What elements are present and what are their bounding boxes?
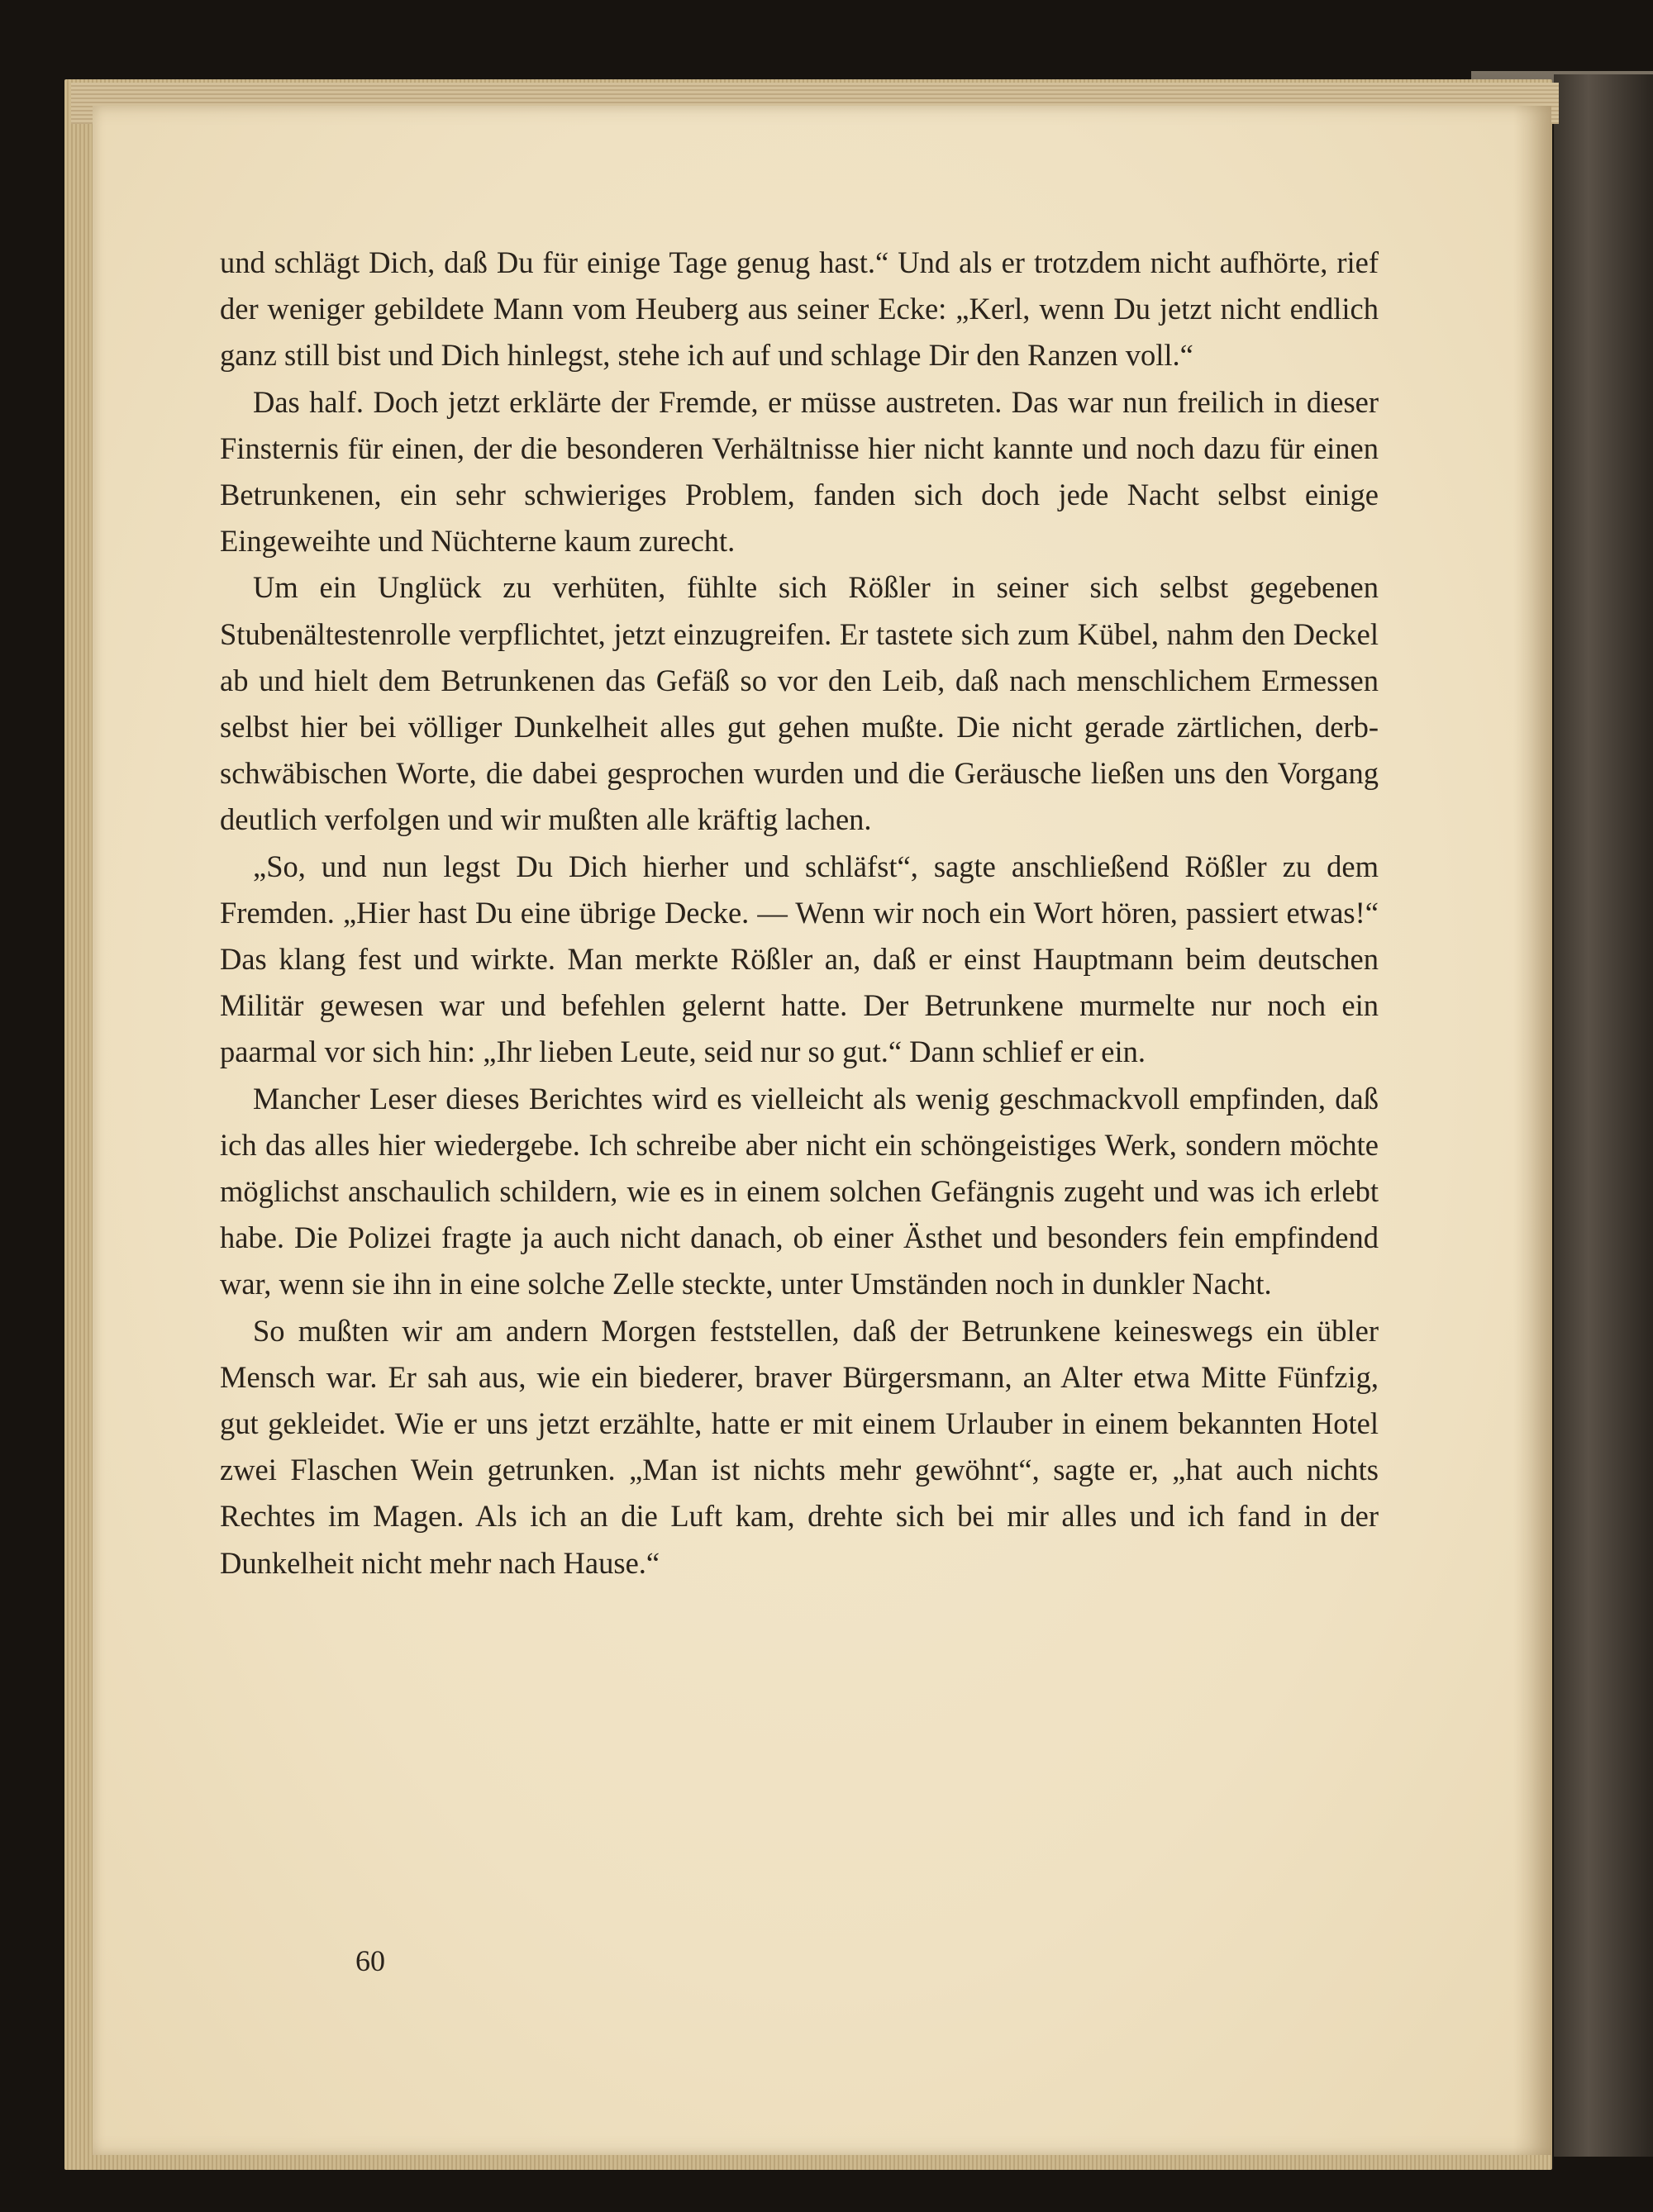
page-number: 60 bbox=[355, 1944, 385, 1977]
paragraph-3: Um ein Unglück zu verhüten, fühlte sich Rößler in seiner sich selbst gegebenen Stubenältestenrolle verpflichtet, jetzt einzugreifen. Er tastete sich zum Kübel, nahm den Deckel ab und hielt dem Betrunkenen das Gefäß so vor den Leib, daß nach menschlichem Ermessen selbst hier bei völliger Dunkelheit alles gut gehen mußte. Die nicht gerade zärtlichen, derb-schwäbischen Worte, die dabei gesprochen wurden und die Geräusche ließen uns den Vorgang deutlich verfolgen und wir mußten alle kräftig lachen. bbox=[220, 570, 1379, 837]
paragraph-4: „So, und nun legst Du Dich hierher und schläfst“, sagte anschließend Rößler zu dem Fremden. „Hier hast Du eine übrige Decke. — Wenn wir noch ein Wort hören, passiert etwas!“ Das klang fest und wirkte. Man merkte Rößler an, daß er einst Hauptmann beim deutschen Militär gewesen war und befehlen gelernt hatte. Der Betrunkene murmelte nur noch ein paarmal vor sich hin: „Ihr lieben Leute, seid nur so gut.“ Dann schlief er ein. bbox=[220, 849, 1379, 1069]
paragraph-2: Das half. Doch jetzt erklärte der Fremde, er müsse austreten. Das war nun freilich in dieser Finsternis für einen, der die besonderen Verhältnisse hier nicht kannte und noch dazu für einen Betrunkenen, ein sehr schwieriges Problem, fanden sich doch jede Nacht selbst einige Eingeweihte und Nüchterne kaum zurecht. bbox=[220, 384, 1379, 559]
paragraph-5: Mancher Leser dieses Berichtes wird es vielleicht als wenig geschmackvoll empfinden, daß ich das alles hier wiedergebe. Ich schreibe aber nicht ein schöngeistiges Werk, sondern möchte möglichst anschaulich schildern, wie es in einem solchen Gefängnis zugeht und was ich erlebt habe. Die Polizei fragte ja auch nicht danach, ob einer Ästhet und besonders fein empfindend war, wenn sie ihn in eine solche Zelle steckte, unter Umständen noch in dunkler Nacht. bbox=[220, 1081, 1379, 1301]
paragraph-1: und schlägt Dich, daß Du für einige Tage genug hast.“ Und als er trotzdem nicht aufhörte, rief der weniger gebildete Mann vom Heuberg aus seiner Ecke: „Kerl, wenn Du jetzt nicht endlich ganz still bist und Dich hinlegst, stehe ich auf und schlage Dir den Ranzen voll.“ bbox=[220, 245, 1379, 373]
body-text bbox=[220, 240, 1379, 1586]
book-cover-edge-right bbox=[1554, 74, 1653, 2157]
gutter-shadow bbox=[1513, 106, 1551, 2155]
paragraph-6: So mußten wir am andern Morgen feststellen, daß der Betrunkene keineswegs ein übler Mensch war. Er sah aus, wie ein biederer, braver Bürgersmann, an Alter etwa Mitte Fünfzig, gut gekleidet. Wie er uns jetzt erzählte, hatte er mit einem Urlauber in einem bekannten Hotel zwei Flaschen Wein getrunken. „Man ist nichts mehr gewöhnt“, sagte er, „hat auch nichts Rechtes im Magen. Als ich an die Luft kam, drehte sich bei mir alles und ich fand in der Dunkelheit nicht mehr nach Hause.“ bbox=[220, 1313, 1379, 1580]
